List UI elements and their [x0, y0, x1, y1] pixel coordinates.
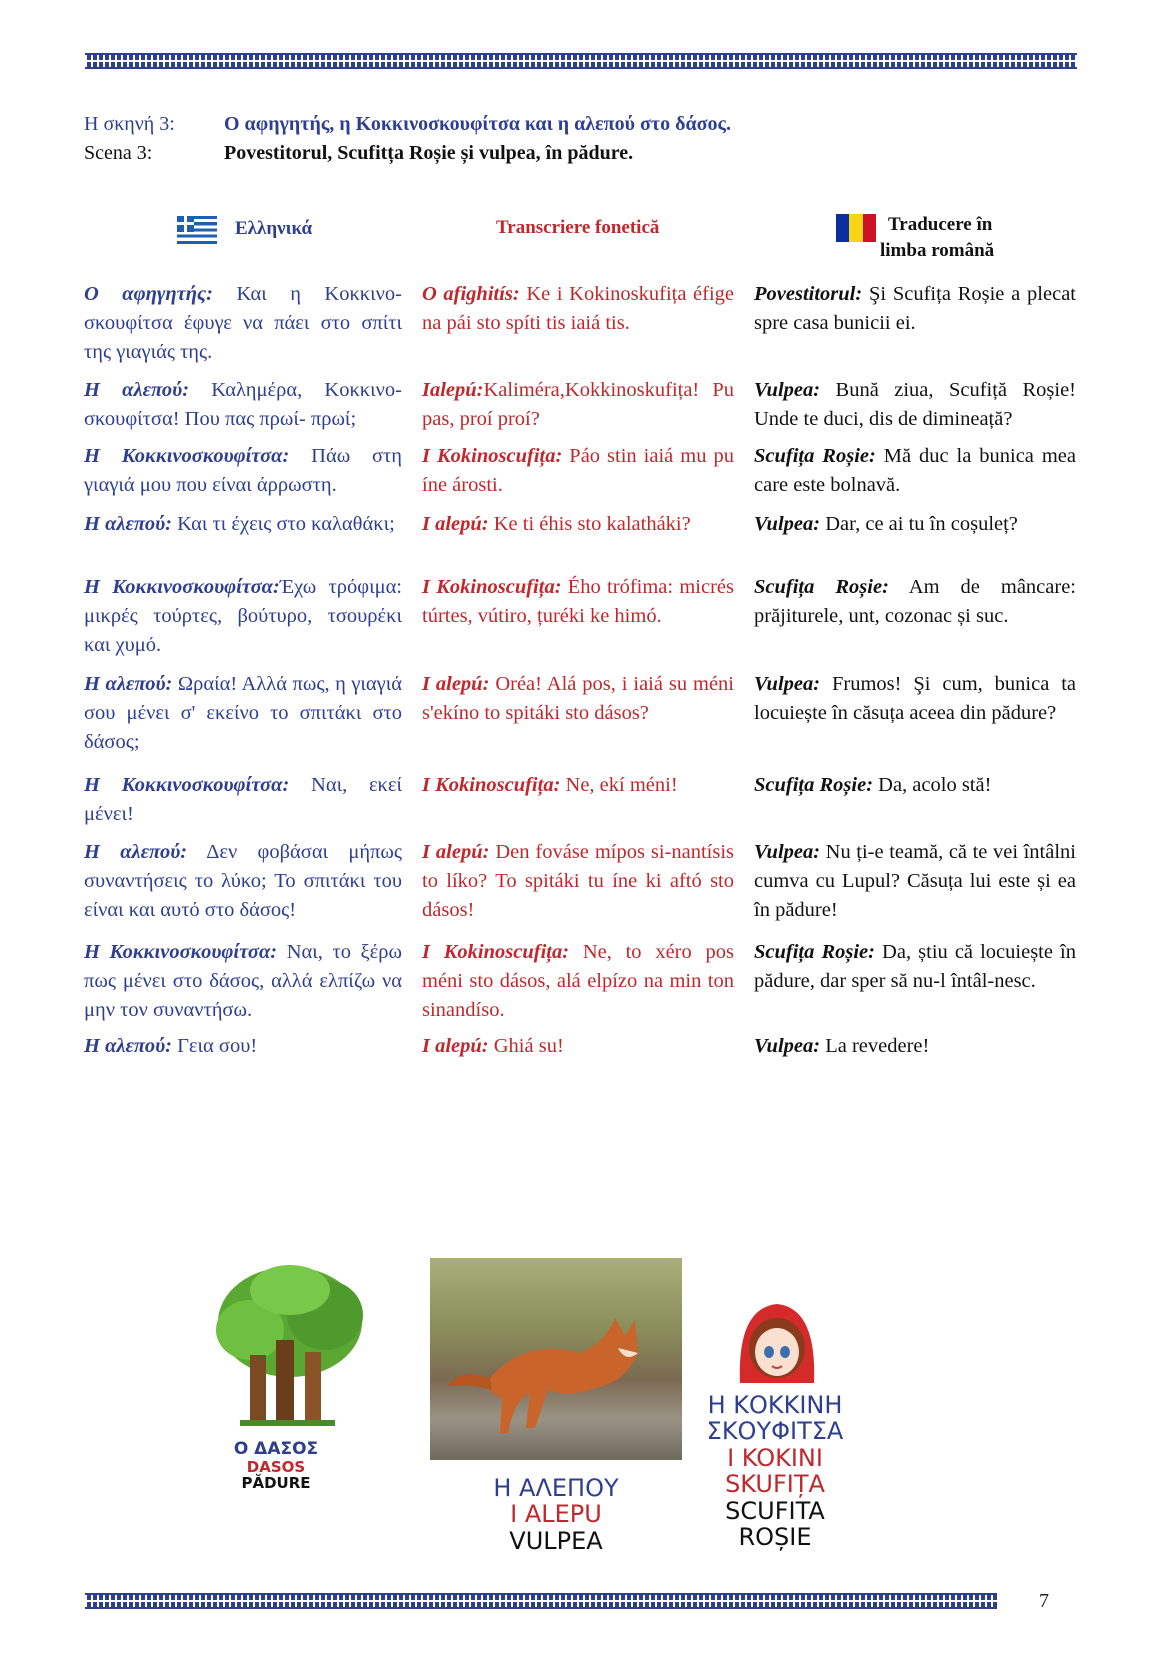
line-ph: Ého trófima: micrés túrtes, vútiro, țuréki ke himó.: [422, 576, 734, 627]
scene-label-greek: Η σκηνή 3:: [84, 113, 175, 135]
forest-illustration: [210, 1260, 370, 1430]
speaker-ro: Scufița Roșie:: [754, 576, 889, 598]
dialogue-cell-gr: [84, 771, 402, 829]
line-gr: Έχω τρόφιμα: μικρές τούρτες, βούτυρο, τσουρέκι και χυμό.: [84, 576, 403, 656]
speaker-gr: Η Κοκκινοσκουφίτσα:: [84, 576, 280, 598]
dialogue-cell-ph: [422, 510, 734, 539]
line-ro: La revedere!: [820, 1035, 930, 1057]
dialogue-cell-ro: [754, 442, 1076, 500]
speaker-ro: Vulpea:: [754, 379, 821, 401]
dialogue-cell-ro: [754, 938, 1076, 996]
girl-caption-romanian-1: SCUFITA: [725, 1496, 825, 1525]
scene-label-romanian: Scena 3:: [84, 142, 153, 164]
dialogue-cell-ph: [422, 670, 734, 728]
dialogue-cell-ro: [754, 1032, 1076, 1061]
line-gr: Δεν φοβάσαι μήπως συναντήσεις το λύκο; Το σπιτάκι του είναι και αυτό στο δάσος!: [84, 841, 403, 921]
dialogue-cell-ro: [754, 510, 1076, 539]
column-header-greek: Ελληνικά: [235, 218, 313, 239]
fox-caption-romanian: VULPEA: [509, 1526, 603, 1555]
speaker-gr: Ο αφηγητής:: [84, 283, 213, 305]
fox-caption: [446, 1475, 666, 1554]
speaker-ro: Scufița Roșie:: [754, 941, 875, 963]
line-ph: Oréa! Alá pos, i iaiá su méni s'ekíno to spitáki sto dásos?: [422, 673, 735, 724]
line-ro: Da, știu că locuiește în pădure, dar sper să nu-l întâl-nesc.: [754, 941, 1076, 992]
line-ro: Frumos! Şi cum, bunica ta locuiește în căsuța aceea din pădure?: [754, 673, 1076, 724]
dialogue-cell-gr: [84, 670, 402, 757]
speaker-ro: Vulpea:: [754, 841, 821, 863]
greek-key-border-bottom: [85, 1593, 997, 1609]
speaker-ro: Vulpea:: [754, 513, 821, 535]
girl-caption: [700, 1392, 850, 1550]
dialogue-cell-ro: [754, 280, 1076, 338]
dialogue-cell-ph: [422, 1032, 734, 1061]
forest-caption: [216, 1440, 336, 1492]
dialogue-cell-ph: [422, 938, 734, 1025]
dialogue-cell-gr: [84, 442, 402, 500]
greek-key-border-top: [85, 53, 1077, 69]
fox-caption-phonetic: I ALEPU: [510, 1500, 602, 1529]
speaker-gr: Η Κοκκινοσκουφίτσα:: [84, 774, 290, 796]
line-gr: Καλημέρα, Κοκκινο-σκουφίτσα! Που πας πρωί- πρωί;: [84, 379, 402, 430]
line-ph: Kaliméra,Kokkinoskufița! Pu pas, proí proí?: [422, 379, 734, 430]
line-gr: Και η Κοκκινο-σκουφίτσα έφυγε να πάει στο σπίτι της γιαγιάς της.: [84, 283, 402, 363]
speaker-ph: I Kokinoscufița:: [422, 941, 570, 963]
speaker-ro: Povestitorul:: [754, 283, 863, 305]
speaker-ph: I alepú:: [422, 513, 489, 535]
dialogue-cell-ro: [754, 670, 1076, 728]
dialogue-cell-ph: [422, 376, 734, 434]
column-header-romanian-1: Traducere în: [888, 214, 993, 235]
dialogue-cell-gr: [84, 938, 402, 1025]
speaker-gr: Η αλεπού:: [84, 841, 188, 863]
speaker-ph: O afighitís:: [422, 283, 520, 305]
dialogue-cell-ph: [422, 280, 734, 338]
speaker-ph: I Kokinoscufița:: [422, 774, 561, 796]
speaker-ph: I Kokinoscufița:: [422, 445, 563, 467]
dialogue-cell-gr: [84, 510, 402, 539]
speaker-ph: I alepú:: [422, 841, 490, 863]
line-ph: Ne, ekí méni!: [560, 774, 678, 796]
speaker-ro: Scufița Roșie:: [754, 774, 874, 796]
scene-heading: [84, 110, 731, 168]
forest-caption-phonetic: DASOS: [246, 1457, 306, 1476]
greek-flag-icon: [177, 216, 217, 244]
girl-caption-greek-1: Η ΚΟΚΚΙΝΗ: [707, 1391, 843, 1419]
girl-caption-romanian-2: ROȘIE: [738, 1522, 812, 1551]
dialogue-cell-ph: [422, 442, 734, 500]
line-gr: Πάω στη γιαγιά μου που είναι άρρωστη.: [84, 445, 402, 496]
line-gr: Γεια σου!: [171, 1035, 258, 1057]
dialogue-cell-gr: [84, 838, 402, 925]
speaker-ph: I alepú:: [422, 1035, 489, 1057]
line-ro: Da, acolo stă!: [873, 774, 992, 796]
girl-caption-phonetic-1: I KOKINI: [727, 1443, 823, 1472]
speaker-ph: Ialepú:: [422, 379, 484, 401]
little-red-riding-hood-illustration: [732, 1298, 822, 1388]
dialogue-cell-ro: [754, 376, 1076, 434]
girl-caption-greek-2: ΣΚΟΥΦΙΤΣΑ: [706, 1417, 844, 1446]
speaker-gr: Η αλεπού:: [84, 513, 172, 535]
line-ro: Nu ți-e teamă, că te vei întâlni cumva cu Lupul? Căsuța lui este și ea în pădure!: [754, 841, 1076, 921]
fox-photo: [430, 1258, 682, 1460]
speaker-gr: Η Κοκκινοσκουφίτσα:: [84, 445, 290, 467]
line-ph: Ghiá su!: [488, 1035, 564, 1057]
line-gr: Και τι έχεις στο καλαθάκι;: [171, 513, 395, 535]
dialogue-cell-ph: [422, 771, 734, 800]
line-ph: Ke i Kokinoskufița éfige na pái sto spíti tis iaiá tis.: [422, 283, 734, 334]
line-gr: Ναι, εκεί μένει!: [84, 774, 403, 825]
speaker-gr: Η Κοκκινοσκουφίτσα:: [84, 941, 278, 963]
fox-caption-greek: Η ΑΛΕΠΟΥ: [493, 1474, 619, 1502]
dialogue-cell-ro: [754, 838, 1076, 925]
column-header-phonetic: Transcriere fonetică: [496, 217, 660, 238]
line-ph: Ke ti éhis sto kalatháki?: [488, 513, 691, 535]
line-gr: Ναι, το ξέρω πως μένει στο δάσος, αλλά ελπίζω να μην τον συναντήσω.: [84, 941, 402, 1021]
speaker-gr: Η αλεπού:: [84, 1035, 172, 1057]
dialogue-cell-gr: [84, 376, 402, 434]
dialogue-cell-gr: [84, 1032, 402, 1061]
line-ro: Mă duc la bunica mea care este bolnavă.: [754, 445, 1076, 496]
line-ph: Ne, to xéro pos méni sto dásos, alá elpízo na min ton sinandíso.: [422, 941, 734, 1021]
dialogue-cell-ph: [422, 838, 734, 925]
line-ro: Bună ziua, Scufiță Roșie! Unde te duci, dis de dimineață?: [754, 379, 1076, 430]
dialogue-cell-ro: [754, 573, 1076, 631]
line-gr: Ωραία! Αλλά πως, η γιαγιά σου μένει σ' εκείνο το σπιτάκι στο δάσος;: [84, 673, 402, 753]
line-ph: Den fováse mípos si-nantísis to líko? To spitáki tu íne ki aftó sto dásos!: [422, 841, 734, 921]
dialogue-cell-ro: [754, 771, 1076, 800]
dialogue-cell-gr: [84, 573, 402, 660]
line-ph: Páo stin iaiá mu pu íne árosti.: [422, 445, 734, 496]
speaker-ph: I Kokinoscufița:: [422, 576, 562, 598]
speaker-ro: Scufița Roșie:: [754, 445, 876, 467]
scene-title-romanian: Povestitorul, Scufitța Roșie și vulpea, în pădure.: [224, 142, 634, 164]
dialogue-cell-ph: [422, 573, 734, 631]
speaker-ro: Vulpea:: [754, 1035, 821, 1057]
scene-title-greek: Ο αφηγητής, η Κοκκινοσκουφίτσα και η αλεπού στο δάσος.: [224, 113, 731, 135]
speaker-gr: Η αλεπού:: [84, 379, 190, 401]
speaker-ph: I alepú:: [422, 673, 490, 695]
line-ro: Şi Scufița Roșie a plecat spre casa bunicii ei.: [754, 283, 1076, 334]
line-ro: Dar, ce ai tu în coșuleț?: [820, 513, 1018, 535]
forest-caption-romanian: PĂDURE: [241, 1474, 311, 1493]
speaker-ro: Vulpea:: [754, 673, 821, 695]
speaker-gr: Η αλεπού:: [84, 673, 173, 695]
romanian-flag-icon: [836, 214, 876, 242]
column-header-romanian-2: limba română: [880, 240, 995, 261]
page-number: 7: [1039, 1590, 1049, 1612]
dialogue-cell-gr: [84, 280, 402, 367]
line-ro: Am de mâncare: prăjiturele, unt, cozonac și suc.: [754, 576, 1076, 627]
girl-caption-phonetic-2: SKUFIȚA: [725, 1470, 825, 1499]
forest-caption-greek: Ο ΔΑΣΟΣ: [233, 1439, 319, 1459]
